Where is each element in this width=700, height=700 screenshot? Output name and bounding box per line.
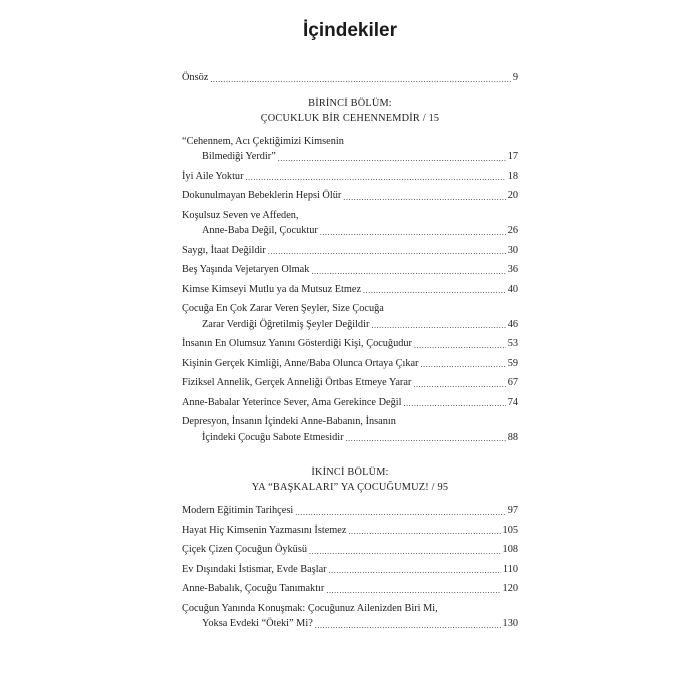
entry-page-number: 36 — [507, 264, 518, 275]
toc-entry[interactable] — [182, 188, 518, 204]
toc-entry[interactable] — [182, 208, 518, 239]
entry-title-line: Kişinin Gerçek Kimliği, Anne/Baba Olunca Ortaya Çıkar — [182, 357, 419, 369]
part2-header — [182, 465, 518, 495]
dot-leader — [420, 358, 505, 371]
toc-entry[interactable] — [182, 562, 518, 578]
entry-title-line: Fiziksel Annelik, Gerçek Anneliği Örtbas Etmeye Yarar — [182, 377, 412, 388]
toc-entry[interactable] — [182, 282, 518, 298]
part1-subheading: ÇOCUKLUK BİR CEHENNEMDİR / 15 — [260, 112, 440, 124]
dot-leader — [403, 397, 505, 410]
dot-leader — [320, 226, 506, 239]
dot-leader — [246, 171, 506, 184]
entry-title-line: İnsanın En Olumsuz Yanını Gösterdiği Kişi, Çocuğudur — [182, 338, 412, 349]
dot-leader — [309, 545, 501, 558]
dot-leader — [326, 584, 500, 597]
toc-entry[interactable] — [182, 169, 518, 185]
entry-page-number: 110 — [502, 563, 518, 575]
entry-page-number: 20 — [507, 190, 518, 201]
entry-title-line: Kimse Kimseyi Mutlu ya da Mutsuz Etmez — [182, 283, 362, 295]
dot-leader — [346, 432, 506, 445]
entry-title-line: Ev Dışındaki İstismar, Evde Başlar — [182, 563, 327, 575]
dot-leader — [278, 152, 506, 165]
entry-title-line: Saygı, İtaat Değildir — [182, 244, 266, 256]
entry-page-number: 67 — [507, 377, 518, 388]
entry-title-line: Anne-Baba Değil, Çocuktur — [202, 225, 318, 236]
toc-entry[interactable] — [182, 414, 518, 445]
entry-title-line: Çocuğa En Çok Zarar Veren Şeyler, Size Çocuğa — [182, 303, 384, 314]
toc-entry[interactable] — [182, 243, 518, 259]
dot-leader — [311, 265, 505, 278]
toc-entry[interactable] — [182, 542, 518, 558]
dot-leader — [348, 525, 500, 538]
entry-title-line: Anne-Babalar Yeterince Sever, Ama Gerekince Değil — [182, 396, 402, 408]
toc-entry[interactable] — [182, 375, 518, 391]
entry-page-number: 130 — [502, 618, 518, 629]
entry-title-line: Modern Eğitimin Tarihçesi — [182, 505, 294, 516]
entry-title-line: Çiçek Çizen Çocuğun Öyküsü — [182, 544, 307, 555]
dot-leader — [268, 245, 506, 258]
entry-page-number: 59 — [507, 357, 518, 369]
entry-page-number: 97 — [507, 505, 518, 516]
toc-entry[interactable] — [182, 134, 518, 165]
entry-title-line: “Cehennem, Acı Çektiğimizi Kimsenin — [182, 135, 344, 147]
entry-page-number: 120 — [502, 583, 518, 594]
part2-heading: İKİNCİ BÖLÜM: — [311, 467, 389, 478]
entry-title-line: Çocuğun Yanında Konuşmak: Çocuğunuz Ailenizden Biri Mi, — [182, 602, 438, 614]
entry-page-number: 9 — [512, 72, 518, 83]
toc-entry[interactable] — [182, 503, 518, 519]
entry-page-number: 17 — [507, 151, 518, 162]
entry-title-line: İyi Aile Yoktur — [182, 170, 244, 182]
entry-title-line: Depresyon, İnsanın İçindeki Anne-Babanın, İnsanın — [182, 416, 396, 427]
dot-leader — [413, 378, 505, 391]
dot-leader — [329, 564, 501, 577]
dot-leader — [363, 284, 506, 297]
entry-title-line: Yoksa Evdeki “Öteki” Mi? — [202, 618, 313, 629]
entry-page-number: 18 — [507, 170, 518, 182]
entry-page-number: 105 — [502, 524, 518, 536]
dot-leader — [371, 319, 505, 332]
toc-entry[interactable] — [182, 395, 518, 411]
dot-leader — [210, 73, 511, 86]
entry-title: Önsöz — [182, 72, 209, 83]
entry-title-line: Hayat Hiç Kimsenin Yazmasını İstemez — [182, 524, 347, 536]
toc-entry[interactable] — [182, 581, 518, 597]
dot-leader — [315, 619, 501, 632]
toc-entry-preface[interactable] — [182, 70, 518, 86]
entry-title-line: Zarar Verdiği Öğretilmiş Şeyler Değildir — [202, 318, 370, 330]
entry-page-number: 40 — [507, 283, 518, 295]
part1-header — [182, 96, 518, 126]
entry-page-number: 53 — [507, 338, 518, 349]
toc-entry[interactable] — [182, 356, 518, 372]
entry-page-number: 108 — [502, 544, 518, 555]
toc-entry[interactable] — [182, 523, 518, 539]
table-of-contents — [182, 70, 518, 636]
entry-title-line: Bilmediği Yerdir” — [202, 151, 276, 162]
part2-entries — [182, 503, 518, 632]
toc-entry[interactable] — [182, 262, 518, 278]
entry-page-number: 30 — [507, 244, 518, 256]
part1-entries — [182, 134, 518, 446]
dot-leader — [295, 506, 506, 519]
entry-title-line: Anne-Babalık, Çocuğu Tanımaktır — [182, 583, 325, 594]
toc-entry[interactable] — [182, 336, 518, 352]
dot-leader — [343, 191, 505, 204]
page-title: İçindekiler — [303, 20, 397, 41]
entry-page-number: 26 — [507, 225, 518, 236]
entry-page-number: 74 — [507, 396, 518, 408]
toc-entry[interactable] — [182, 301, 518, 332]
entry-title-line: Beş Yaşında Vejetaryen Olmak — [182, 264, 310, 275]
entry-page-number: 88 — [507, 431, 518, 443]
part2-subheading: YA “BAŞKALARI” YA ÇOCUĞUMUZ! / 95 — [251, 482, 449, 493]
dot-leader — [414, 339, 506, 352]
part1-heading: BİRİNCİ BÖLÜM: — [308, 97, 392, 109]
entry-title-line: Dokunulmayan Bebeklerin Hepsi Ölür — [182, 190, 342, 201]
entry-page-number: 46 — [507, 318, 518, 330]
entry-title-line: İçindeki Çocuğu Sabote Etmesidir — [202, 431, 344, 443]
toc-entry[interactable] — [182, 601, 518, 632]
entry-title-line: Koşulsuz Seven ve Affeden, — [182, 209, 299, 221]
